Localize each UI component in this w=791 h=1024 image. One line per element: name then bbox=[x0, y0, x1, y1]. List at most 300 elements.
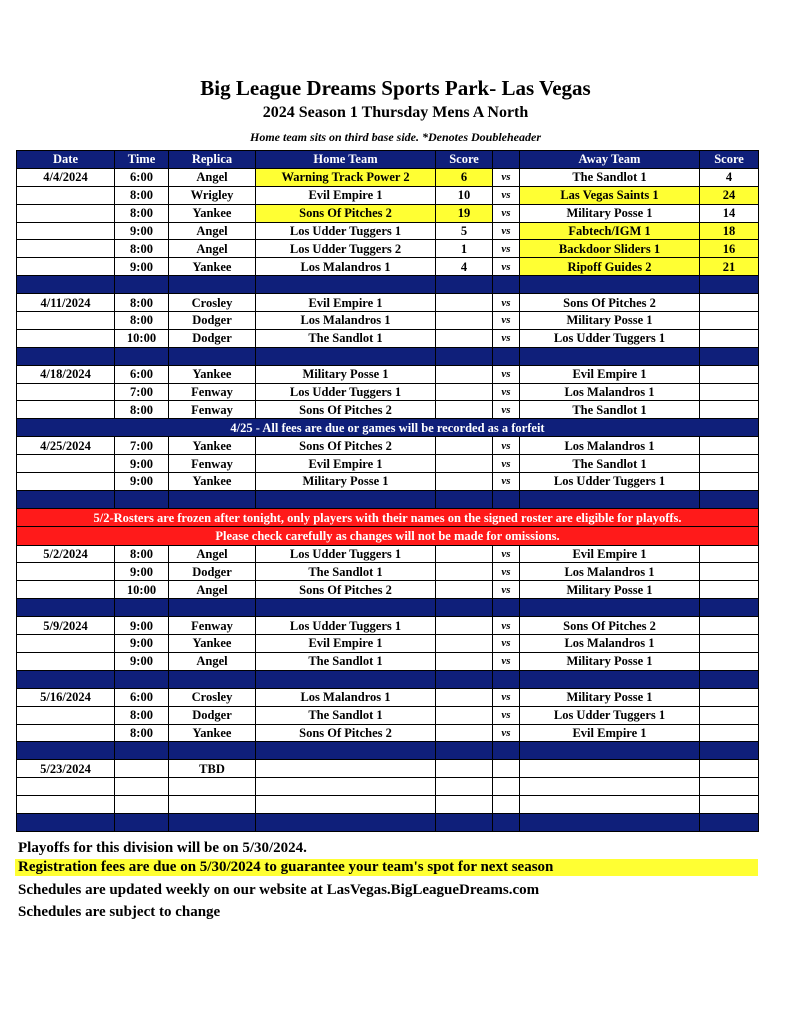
separator-row bbox=[17, 742, 759, 760]
away-team-cell: Los Udder Tuggers 1 bbox=[520, 706, 700, 724]
table-row bbox=[17, 617, 759, 635]
table-row bbox=[17, 760, 759, 778]
away-score-cell bbox=[700, 365, 759, 383]
date-cell bbox=[17, 796, 115, 814]
vs-cell: vs bbox=[493, 365, 520, 383]
alert-text: Please check carefully as changes will not be made for omissions. bbox=[17, 527, 759, 545]
time-cell: 8:00 bbox=[115, 312, 169, 330]
playoffs-note: Playoffs for this division will be on 5/30/2024. bbox=[18, 840, 307, 856]
away-score-cell: 18 bbox=[700, 222, 759, 240]
column-header-date: Date bbox=[17, 151, 115, 169]
registration-note: Registration fees are due on 5/30/2024 to guarantee your team's spot for next season bbox=[15, 859, 758, 876]
away-team-cell bbox=[520, 796, 700, 814]
separator-cell bbox=[493, 813, 520, 831]
vs-cell bbox=[493, 778, 520, 796]
table-row bbox=[17, 545, 759, 563]
home-score-cell: 6 bbox=[436, 168, 493, 186]
away-team-cell bbox=[520, 778, 700, 796]
separator-cell bbox=[115, 670, 169, 688]
replica-cell: Angel bbox=[169, 240, 256, 258]
separator-row bbox=[17, 490, 759, 508]
separator-cell bbox=[115, 276, 169, 294]
time-cell: 8:00 bbox=[115, 186, 169, 204]
table-row bbox=[17, 186, 759, 204]
away-team-cell: The Sandlot 1 bbox=[520, 455, 700, 473]
date-cell bbox=[17, 401, 115, 419]
time-cell: 8:00 bbox=[115, 724, 169, 742]
separator-cell bbox=[169, 670, 256, 688]
home-score-cell bbox=[436, 652, 493, 670]
home-team-cell: Sons Of Pitches 2 bbox=[256, 401, 436, 419]
away-score-cell bbox=[700, 401, 759, 419]
home-score-cell bbox=[436, 778, 493, 796]
table-row bbox=[17, 796, 759, 814]
time-cell: 8:00 bbox=[115, 240, 169, 258]
away-score-cell bbox=[700, 312, 759, 330]
replica-cell: Angel bbox=[169, 581, 256, 599]
time-cell bbox=[115, 778, 169, 796]
home-score-cell bbox=[436, 455, 493, 473]
table-row bbox=[17, 706, 759, 724]
replica-cell: Yankee bbox=[169, 635, 256, 653]
date-cell bbox=[17, 455, 115, 473]
time-cell: 8:00 bbox=[115, 204, 169, 222]
table-row bbox=[17, 563, 759, 581]
replica-cell: Fenway bbox=[169, 401, 256, 419]
separator-cell bbox=[256, 670, 436, 688]
separator-cell bbox=[169, 276, 256, 294]
away-score-cell bbox=[700, 473, 759, 491]
vs-cell: vs bbox=[493, 437, 520, 455]
table-row bbox=[17, 168, 759, 186]
website-note: Schedules are updated weekly on our website at LasVegas.BigLeagueDreams.com bbox=[18, 882, 540, 898]
separator-cell bbox=[115, 347, 169, 365]
separator-cell bbox=[115, 742, 169, 760]
date-cell bbox=[17, 581, 115, 599]
separator-cell bbox=[493, 670, 520, 688]
date-cell bbox=[17, 473, 115, 491]
time-cell: 10:00 bbox=[115, 329, 169, 347]
away-team-cell: Fabtech/IGM 1 bbox=[520, 222, 700, 240]
table-row bbox=[17, 365, 759, 383]
table-row bbox=[17, 581, 759, 599]
separator-cell bbox=[436, 347, 493, 365]
home-score-cell bbox=[436, 329, 493, 347]
notice-row bbox=[17, 419, 759, 437]
date-cell bbox=[17, 222, 115, 240]
home-team-cell: Evil Empire 1 bbox=[256, 186, 436, 204]
alert-row bbox=[17, 527, 759, 545]
away-score-cell bbox=[700, 545, 759, 563]
separator-cell bbox=[493, 599, 520, 617]
vs-cell: vs bbox=[493, 706, 520, 724]
home-score-cell bbox=[436, 617, 493, 635]
home-team-cell: Sons Of Pitches 2 bbox=[256, 437, 436, 455]
separator-cell bbox=[700, 347, 759, 365]
replica-cell: Dodger bbox=[169, 563, 256, 581]
replica-cell: Dodger bbox=[169, 706, 256, 724]
table-row bbox=[17, 455, 759, 473]
time-cell: 8:00 bbox=[115, 294, 169, 312]
home-team-cell: The Sandlot 1 bbox=[256, 706, 436, 724]
separator-cell bbox=[520, 813, 700, 831]
replica-cell: Crosley bbox=[169, 294, 256, 312]
vs-cell: vs bbox=[493, 222, 520, 240]
time-cell: 9:00 bbox=[115, 563, 169, 581]
notice-text: 4/25 - All fees are due or games will be recorded as a forfeit bbox=[17, 419, 759, 437]
home-score-cell bbox=[436, 401, 493, 419]
time-cell: 6:00 bbox=[115, 168, 169, 186]
home-score-cell bbox=[436, 473, 493, 491]
away-score-cell bbox=[700, 329, 759, 347]
date-cell: 4/18/2024 bbox=[17, 365, 115, 383]
date-cell bbox=[17, 652, 115, 670]
separator-cell bbox=[436, 670, 493, 688]
separator-cell bbox=[436, 490, 493, 508]
separator-cell bbox=[436, 276, 493, 294]
away-team-cell: Los Malandros 1 bbox=[520, 635, 700, 653]
home-team-cell: The Sandlot 1 bbox=[256, 563, 436, 581]
separator-cell bbox=[115, 490, 169, 508]
separator-cell bbox=[520, 347, 700, 365]
column-header-vs bbox=[493, 151, 520, 169]
home-team-cell bbox=[256, 778, 436, 796]
alert-text: 5/2-Rosters are frozen after tonight, only players with their names on the signed roster are eligible for playoffs. bbox=[17, 508, 759, 526]
home-team-cell: Los Malandros 1 bbox=[256, 258, 436, 276]
table-row bbox=[17, 652, 759, 670]
page-title: Big League Dreams Sports Park- Las Vegas bbox=[200, 76, 591, 100]
away-score-cell bbox=[700, 455, 759, 473]
column-header-replica: Replica bbox=[169, 151, 256, 169]
away-team-cell: Sons Of Pitches 2 bbox=[520, 617, 700, 635]
home-score-cell bbox=[436, 760, 493, 778]
vs-cell: vs bbox=[493, 401, 520, 419]
time-cell: 7:00 bbox=[115, 383, 169, 401]
date-cell bbox=[17, 383, 115, 401]
home-score-cell bbox=[436, 635, 493, 653]
separator-cell bbox=[700, 490, 759, 508]
date-cell bbox=[17, 312, 115, 330]
column-header-away-score: Score bbox=[700, 151, 759, 169]
away-score-cell bbox=[700, 617, 759, 635]
time-cell: 6:00 bbox=[115, 688, 169, 706]
separator-cell bbox=[700, 670, 759, 688]
separator-cell bbox=[493, 347, 520, 365]
date-cell bbox=[17, 240, 115, 258]
away-score-cell bbox=[700, 778, 759, 796]
home-score-cell bbox=[436, 706, 493, 724]
separator-cell bbox=[436, 599, 493, 617]
away-team-cell: Military Posse 1 bbox=[520, 652, 700, 670]
date-cell bbox=[17, 706, 115, 724]
separator-cell bbox=[700, 276, 759, 294]
replica-cell: Yankee bbox=[169, 437, 256, 455]
vs-cell: vs bbox=[493, 455, 520, 473]
separator-cell bbox=[169, 347, 256, 365]
home-team-cell: Los Udder Tuggers 1 bbox=[256, 383, 436, 401]
column-header-away-team: Away Team bbox=[520, 151, 700, 169]
replica-cell: Angel bbox=[169, 545, 256, 563]
replica-cell: Angel bbox=[169, 652, 256, 670]
date-cell bbox=[17, 258, 115, 276]
time-cell bbox=[115, 796, 169, 814]
home-score-cell: 5 bbox=[436, 222, 493, 240]
vs-cell: vs bbox=[493, 240, 520, 258]
vs-cell: vs bbox=[493, 204, 520, 222]
away-score-cell bbox=[700, 581, 759, 599]
home-team-cell: Military Posse 1 bbox=[256, 473, 436, 491]
home-score-cell: 4 bbox=[436, 258, 493, 276]
time-cell: 9:00 bbox=[115, 617, 169, 635]
away-team-cell: The Sandlot 1 bbox=[520, 168, 700, 186]
schedule-body bbox=[17, 168, 759, 831]
table-header-row bbox=[17, 151, 759, 169]
away-team-cell: Ripoff Guides 2 bbox=[520, 258, 700, 276]
separator-cell bbox=[436, 813, 493, 831]
separator-cell bbox=[520, 742, 700, 760]
alert-row bbox=[17, 508, 759, 526]
date-cell bbox=[17, 329, 115, 347]
away-team-cell: Military Posse 1 bbox=[520, 581, 700, 599]
away-team-cell: Los Malandros 1 bbox=[520, 563, 700, 581]
table-row bbox=[17, 240, 759, 258]
time-cell: 9:00 bbox=[115, 473, 169, 491]
separator-cell bbox=[256, 742, 436, 760]
time-cell: 8:00 bbox=[115, 401, 169, 419]
home-team-cell: Warning Track Power 2 bbox=[256, 168, 436, 186]
table-row bbox=[17, 294, 759, 312]
away-score-cell bbox=[700, 437, 759, 455]
separator-cell bbox=[256, 347, 436, 365]
vs-cell: vs bbox=[493, 168, 520, 186]
table-row bbox=[17, 222, 759, 240]
table-row bbox=[17, 204, 759, 222]
home-score-cell bbox=[436, 581, 493, 599]
vs-cell: vs bbox=[493, 258, 520, 276]
home-team-cell: The Sandlot 1 bbox=[256, 652, 436, 670]
date-cell bbox=[17, 563, 115, 581]
away-score-cell: 21 bbox=[700, 258, 759, 276]
away-score-cell bbox=[700, 760, 759, 778]
date-cell: 4/11/2024 bbox=[17, 294, 115, 312]
home-team-cell: Military Posse 1 bbox=[256, 365, 436, 383]
replica-cell: Fenway bbox=[169, 383, 256, 401]
home-team-cell: Los Udder Tuggers 2 bbox=[256, 240, 436, 258]
separator-cell bbox=[17, 813, 115, 831]
away-team-cell: Backdoor Sliders 1 bbox=[520, 240, 700, 258]
away-score-cell: 16 bbox=[700, 240, 759, 258]
vs-cell: vs bbox=[493, 688, 520, 706]
away-score-cell bbox=[700, 563, 759, 581]
away-score-cell bbox=[700, 652, 759, 670]
subject-to-change-note: Schedules are subject to change bbox=[18, 904, 221, 920]
home-score-cell bbox=[436, 437, 493, 455]
replica-cell: Yankee bbox=[169, 365, 256, 383]
vs-cell: vs bbox=[493, 724, 520, 742]
time-cell: 9:00 bbox=[115, 222, 169, 240]
separator-cell bbox=[700, 813, 759, 831]
time-cell bbox=[115, 760, 169, 778]
table-row bbox=[17, 383, 759, 401]
away-team-cell: Evil Empire 1 bbox=[520, 724, 700, 742]
header-note: Home team sits on third base side. *Denotes Doubleheader bbox=[250, 130, 541, 144]
replica-cell: Fenway bbox=[169, 617, 256, 635]
vs-cell: vs bbox=[493, 545, 520, 563]
replica-cell: Angel bbox=[169, 168, 256, 186]
separator-cell bbox=[436, 742, 493, 760]
home-team-cell: Sons Of Pitches 2 bbox=[256, 724, 436, 742]
replica-cell: Dodger bbox=[169, 329, 256, 347]
separator-row bbox=[17, 276, 759, 294]
home-score-cell bbox=[436, 724, 493, 742]
replica-cell bbox=[169, 778, 256, 796]
separator-cell bbox=[493, 742, 520, 760]
vs-cell: vs bbox=[493, 563, 520, 581]
away-team-cell: Sons Of Pitches 2 bbox=[520, 294, 700, 312]
time-cell: 8:00 bbox=[115, 706, 169, 724]
table-row bbox=[17, 312, 759, 330]
separator-cell bbox=[17, 490, 115, 508]
home-team-cell bbox=[256, 796, 436, 814]
replica-cell bbox=[169, 796, 256, 814]
separator-row bbox=[17, 813, 759, 831]
home-team-cell: Los Malandros 1 bbox=[256, 688, 436, 706]
separator-cell bbox=[17, 276, 115, 294]
away-team-cell: Evil Empire 1 bbox=[520, 545, 700, 563]
table-row bbox=[17, 688, 759, 706]
home-team-cell: Sons Of Pitches 2 bbox=[256, 204, 436, 222]
vs-cell: vs bbox=[493, 652, 520, 670]
away-score-cell bbox=[700, 724, 759, 742]
vs-cell: vs bbox=[493, 186, 520, 204]
table-row bbox=[17, 401, 759, 419]
home-team-cell bbox=[256, 760, 436, 778]
vs-cell bbox=[493, 796, 520, 814]
home-score-cell bbox=[436, 365, 493, 383]
separator-cell bbox=[256, 276, 436, 294]
home-team-cell: Los Udder Tuggers 1 bbox=[256, 222, 436, 240]
home-team-cell: Evil Empire 1 bbox=[256, 635, 436, 653]
date-cell: 5/2/2024 bbox=[17, 545, 115, 563]
date-cell: 5/16/2024 bbox=[17, 688, 115, 706]
home-score-cell: 1 bbox=[436, 240, 493, 258]
table-row bbox=[17, 437, 759, 455]
home-score-cell bbox=[436, 688, 493, 706]
replica-cell: Yankee bbox=[169, 258, 256, 276]
time-cell: 9:00 bbox=[115, 455, 169, 473]
away-team-cell: Los Udder Tuggers 1 bbox=[520, 329, 700, 347]
away-score-cell: 4 bbox=[700, 168, 759, 186]
date-cell: 5/9/2024 bbox=[17, 617, 115, 635]
separator-cell bbox=[169, 599, 256, 617]
column-header-time: Time bbox=[115, 151, 169, 169]
away-team-cell: Los Malandros 1 bbox=[520, 383, 700, 401]
home-score-cell bbox=[436, 294, 493, 312]
time-cell: 8:00 bbox=[115, 545, 169, 563]
home-score-cell bbox=[436, 312, 493, 330]
away-score-cell bbox=[700, 294, 759, 312]
table-row bbox=[17, 635, 759, 653]
date-cell bbox=[17, 204, 115, 222]
vs-cell: vs bbox=[493, 329, 520, 347]
home-score-cell bbox=[436, 545, 493, 563]
time-cell: 6:00 bbox=[115, 365, 169, 383]
separator-cell bbox=[520, 599, 700, 617]
schedule-table bbox=[16, 150, 759, 832]
table-row bbox=[17, 329, 759, 347]
separator-cell bbox=[169, 490, 256, 508]
replica-cell: Angel bbox=[169, 222, 256, 240]
home-team-cell: Evil Empire 1 bbox=[256, 294, 436, 312]
time-cell: 9:00 bbox=[115, 258, 169, 276]
replica-cell: Dodger bbox=[169, 312, 256, 330]
page-subtitle: 2024 Season 1 Thursday Mens A North bbox=[262, 104, 529, 121]
home-team-cell: Los Udder Tuggers 1 bbox=[256, 545, 436, 563]
separator-cell bbox=[115, 813, 169, 831]
separator-cell bbox=[520, 670, 700, 688]
separator-cell bbox=[256, 813, 436, 831]
home-score-cell: 10 bbox=[436, 186, 493, 204]
separator-cell bbox=[256, 599, 436, 617]
away-score-cell: 14 bbox=[700, 204, 759, 222]
vs-cell: vs bbox=[493, 312, 520, 330]
home-score-cell bbox=[436, 563, 493, 581]
column-header-home-team: Home Team bbox=[256, 151, 436, 169]
replica-cell: Yankee bbox=[169, 724, 256, 742]
away-score-cell: 24 bbox=[700, 186, 759, 204]
separator-cell bbox=[17, 670, 115, 688]
date-cell bbox=[17, 186, 115, 204]
vs-cell bbox=[493, 760, 520, 778]
home-team-cell: Evil Empire 1 bbox=[256, 455, 436, 473]
table-row bbox=[17, 778, 759, 796]
vs-cell: vs bbox=[493, 581, 520, 599]
time-cell: 10:00 bbox=[115, 581, 169, 599]
date-cell: 5/23/2024 bbox=[17, 760, 115, 778]
table-row bbox=[17, 724, 759, 742]
separator-cell bbox=[169, 813, 256, 831]
vs-cell: vs bbox=[493, 473, 520, 491]
away-team-cell: Los Udder Tuggers 1 bbox=[520, 473, 700, 491]
separator-cell bbox=[700, 599, 759, 617]
vs-cell: vs bbox=[493, 383, 520, 401]
separator-cell bbox=[17, 742, 115, 760]
time-cell: 7:00 bbox=[115, 437, 169, 455]
home-score-cell bbox=[436, 383, 493, 401]
separator-cell bbox=[520, 276, 700, 294]
replica-cell: TBD bbox=[169, 760, 256, 778]
away-score-cell bbox=[700, 688, 759, 706]
home-team-cell: The Sandlot 1 bbox=[256, 329, 436, 347]
away-score-cell bbox=[700, 706, 759, 724]
away-team-cell: Las Vegas Saints 1 bbox=[520, 186, 700, 204]
home-team-cell: Sons Of Pitches 2 bbox=[256, 581, 436, 599]
separator-cell bbox=[520, 490, 700, 508]
separator-cell bbox=[115, 599, 169, 617]
separator-row bbox=[17, 347, 759, 365]
away-score-cell bbox=[700, 635, 759, 653]
date-cell bbox=[17, 635, 115, 653]
time-cell: 9:00 bbox=[115, 635, 169, 653]
away-score-cell bbox=[700, 796, 759, 814]
separator-cell bbox=[17, 347, 115, 365]
separator-cell bbox=[256, 490, 436, 508]
date-cell bbox=[17, 724, 115, 742]
away-team-cell: Evil Empire 1 bbox=[520, 365, 700, 383]
home-team-cell: Los Udder Tuggers 1 bbox=[256, 617, 436, 635]
away-score-cell bbox=[700, 383, 759, 401]
home-score-cell bbox=[436, 796, 493, 814]
